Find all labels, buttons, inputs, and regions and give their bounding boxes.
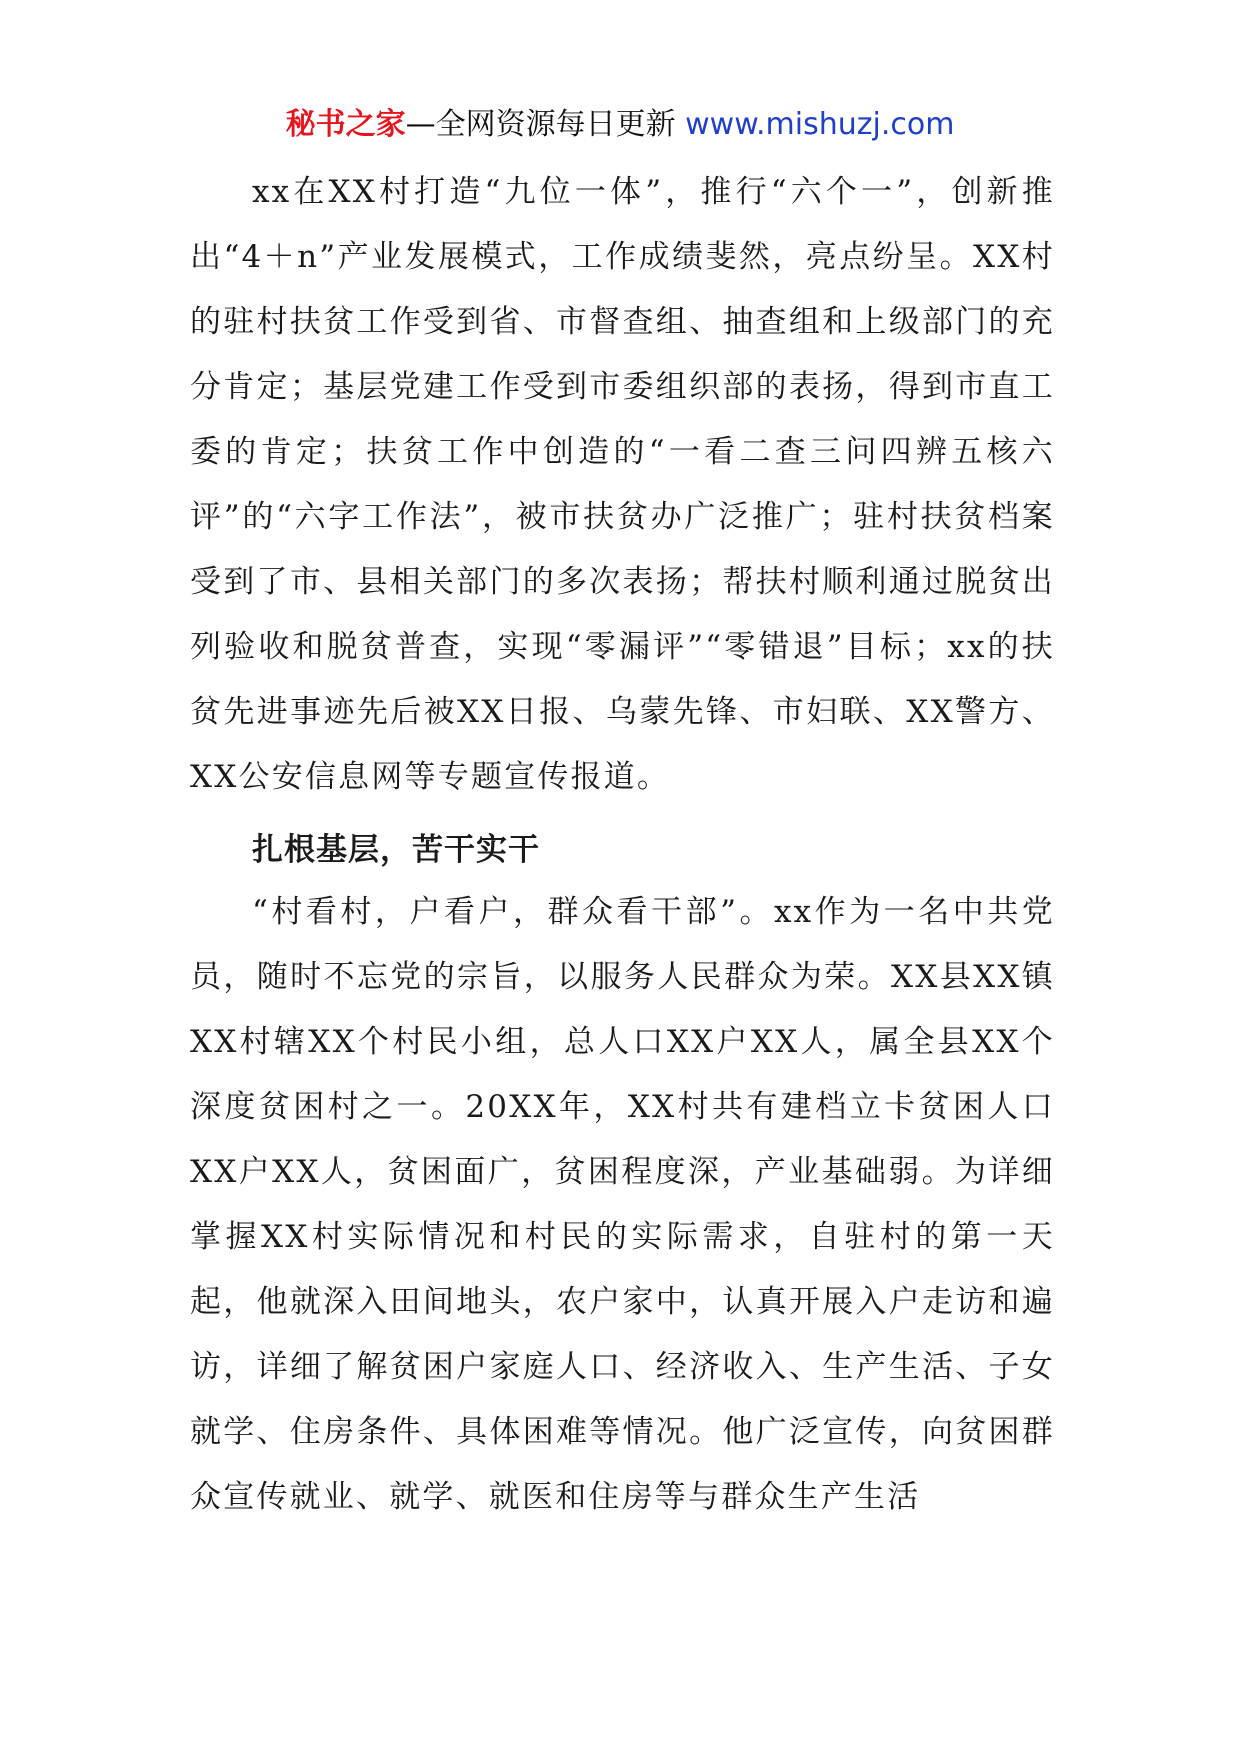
section-heading: 扎根基层，苦干实干: [252, 832, 540, 868]
site-tagline: —全网资源每日更新: [405, 107, 676, 142]
site-url: www.mishuzj.com: [685, 107, 955, 142]
body-paragraph-1: xx在XX村打造“九位一体”，推行“六个一”，创新推出“4＋n”产业发展模式，工作成绩斐然，亮点纷呈。XX村的驻村扶贫工作受到省、市督查组、抽查组和上级部门的充分肯定；基层党建工作受到市委组织部的表扬，得到市直工委的肯定；扶贫工作中创造的“一看二查三问四辨五核六评”的“六字工作法”，被市扶贫办广泛推广；驻村扶贫档案受到了市、县相关部门的多次表扬；帮扶村顺利通过脱贫出列验收和脱贫普查，实现“零漏评”“零错退”目标；xx的扶贫先进事迹先后被XX日报、乌蒙先锋、市妇联、XX警方、XX公安信息网等专题宣传报道。: [190, 174, 1055, 795]
site-brand-name: 秘书之家: [285, 107, 406, 142]
document-body: [190, 160, 1055, 1530]
site-watermark-header: [0, 103, 1240, 147]
body-paragraph-2: “村看村，户看户，群众看干部”。xx作为一名中共党员，随时不忘党的宗旨，以服务人民群众为荣。XX县XX镇XX村辖XX个村民小组，总人口XX户XX人，属全县XX个深度贫困村之一。20XX年，XX村共有建档立卡贫困人口XX户XX人，贫困面广，贫困程度深，产业基础弱。为详细掌握XX村实际情况和村民的实际需求，自驻村的第一天起，他就深入田间地头，农户家中，认真开展入户走访和遍访，详细了解贫困户家庭人口、经济收入、生产生活、子女就学、住房条件、具体困难等情况。他广泛宣传，向贫困群众宣传就业、就学、就医和住房等与群众生产生活: [190, 894, 1055, 1515]
